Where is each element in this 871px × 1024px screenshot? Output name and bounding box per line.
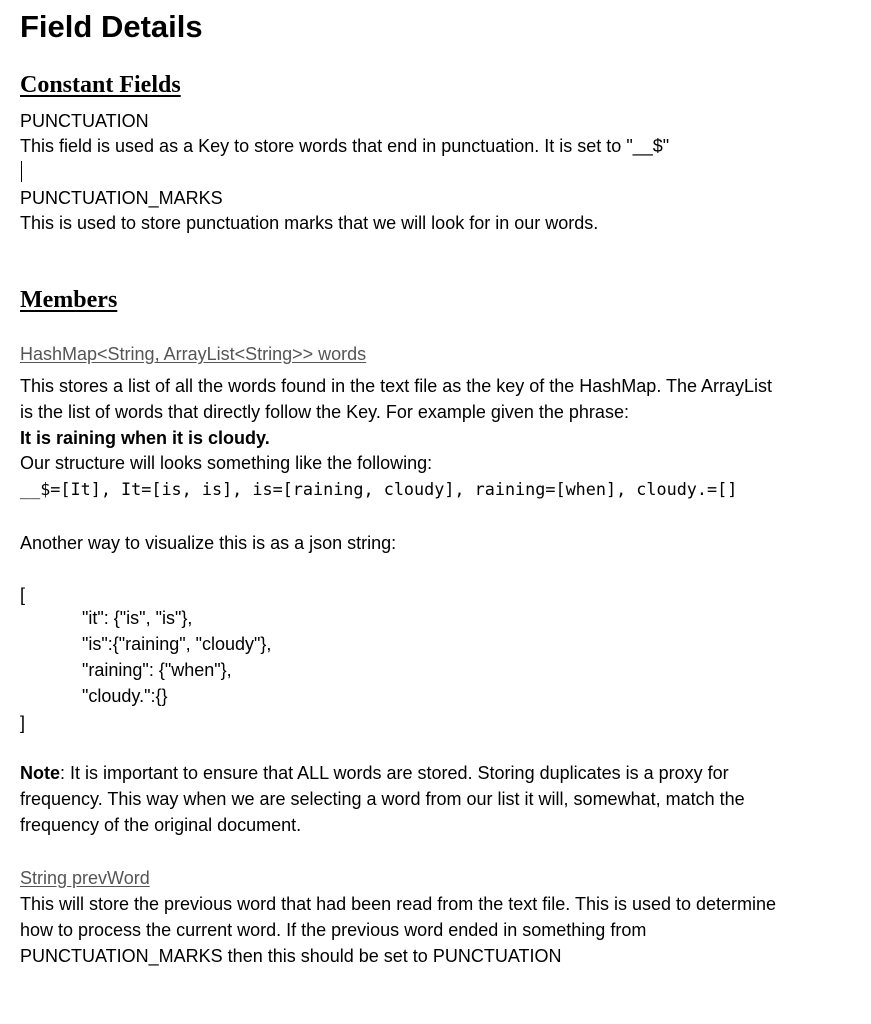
punctuation-marks-field-name: PUNCTUATION_MARKS [20,188,223,208]
prev-word-description-line-2: how to process the current word. If the previous word ended in something from [20,920,647,940]
note-line-1 [20,760,729,786]
structure-intro: Our structure will looks something like the following: [20,453,433,473]
json-line: "cloudy.":{} [82,686,168,706]
json-line: "raining": {"when"}, [82,660,232,680]
prev-word-description-line-1: This will store the previous word that had been read from the text file. This is used to determine [20,894,777,914]
prev-word-field-signature[interactable]: String prevWord [20,868,150,888]
punctuation-marks-field-description: This is used to store punctuation marks that we will look for in our words. [20,213,599,233]
note-label: Note [20,763,60,783]
page-title: Field Details [20,9,203,44]
json-intro: Another way to visualize this is as a json string: [20,533,397,553]
structure-code: __$=[It], It=[is, is], is=[raining, cloudy], raining=[when], cloudy.=[] [20,479,738,499]
example-phrase: It is raining when it is cloudy. [20,428,270,448]
members-heading: Members [20,287,118,313]
constant-fields-heading: Constant Fields [20,72,181,98]
json-line: "is":{"raining", "cloudy"}, [82,634,272,654]
punctuation-field-description: This field is used as a Key to store words that end in punctuation. It is set to "__$" [20,136,670,156]
note-line-3: frequency of the original document. [20,815,302,835]
words-description-line-1: This stores a list of all the words found in the text file as the key of the HashMap. The ArrayList [20,376,773,396]
punctuation-field-name: PUNCTUATION [20,111,149,131]
text-cursor[interactable] [21,161,22,182]
json-open-bracket: [ [20,585,26,605]
json-close-bracket: ] [20,713,26,733]
words-field-signature[interactable]: HashMap<String, ArrayList<String>> words [20,344,367,364]
note-line-2: frequency. This way when we are selecting a word from our list it will, somewhat, match the [20,789,745,809]
words-description-line-2: is the list of words that directly follow the Key. For example given the phrase: [20,402,629,422]
prev-word-description-line-3: PUNCTUATION_MARKS then this should be set to PUNCTUATION [20,946,562,966]
json-line: "it": {"is", "is"}, [82,608,193,628]
note-text: : It is important to ensure that ALL words are stored. Storing duplicates is a proxy for [60,763,729,783]
